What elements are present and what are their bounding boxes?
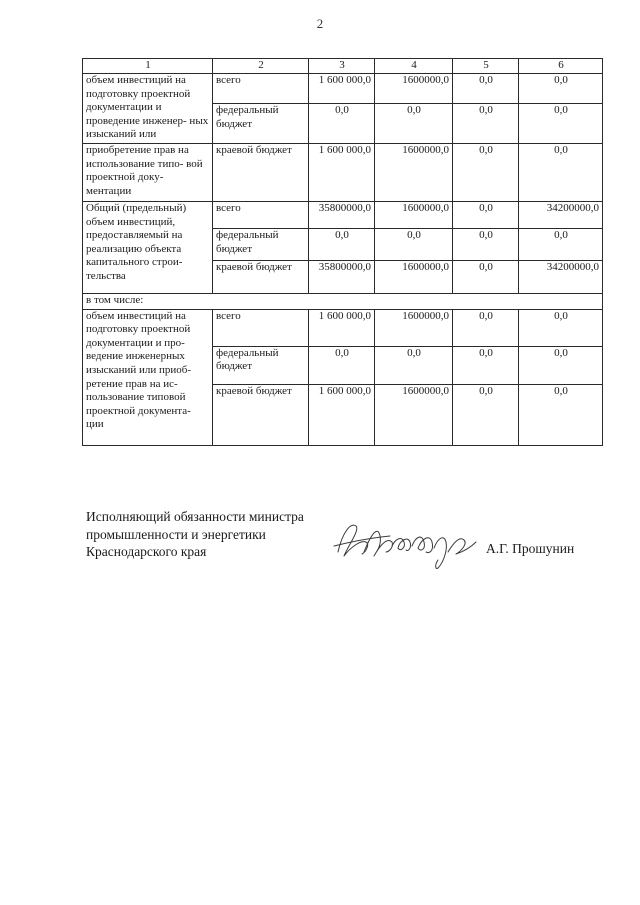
header-cell: 6 <box>519 59 603 74</box>
row-description: объем инвестиций на подготовку проектной документации и проведение инженер- ных изысканий или <box>83 74 213 144</box>
row-description: приобретение прав на использование типо- вой проектной доку- ментации <box>83 144 213 202</box>
value-cell: 1 600 000,0 <box>309 144 375 202</box>
row-category: федеральный бюджет <box>213 346 309 384</box>
value-cell: 0,0 <box>375 346 453 384</box>
table-row <box>83 309 603 346</box>
header-cell: 1 <box>83 59 213 74</box>
value-cell: 1 600 000,0 <box>309 74 375 104</box>
value-cell: 1 600 000,0 <box>309 384 375 445</box>
value-cell: 0,0 <box>453 384 519 445</box>
page-number: 2 <box>316 16 324 31</box>
value-cell: 0,0 <box>375 104 453 144</box>
value-cell: 0,0 <box>519 74 603 104</box>
value-cell: 0,0 <box>519 144 603 202</box>
value-cell: 0,0 <box>453 261 519 294</box>
value-cell: 34200000,0 <box>519 202 603 229</box>
row-description: Общий (предельный) объем инвестиций, предоставляемый на реализацию объекта капитального строи- тельства <box>83 202 213 294</box>
table-row <box>83 144 603 202</box>
signatory-title <box>86 508 304 561</box>
table-row <box>83 202 603 229</box>
value-cell: 35800000,0 <box>309 261 375 294</box>
row-description: объем инвестиций на подготовку проектной документации и про- ведение инженерных изысканий или приоб- ретение прав на ис- пользование типовой проектной документа- ции <box>83 309 213 445</box>
signatory-title-line: промышленности и энергетики <box>86 526 266 542</box>
value-cell: 1600000,0 <box>375 144 453 202</box>
row-category: краевой бюджет <box>213 144 309 202</box>
value-cell: 0,0 <box>453 229 519 261</box>
row-category: всего <box>213 202 309 229</box>
value-cell: 0,0 <box>453 144 519 202</box>
investment-table <box>82 58 603 446</box>
value-cell: 0,0 <box>309 346 375 384</box>
signatory-title-line: Краснодарского края <box>86 544 207 559</box>
value-cell: 1 600 000,0 <box>309 309 375 346</box>
value-cell: 1600000,0 <box>375 384 453 445</box>
row-category: всего <box>213 74 309 104</box>
row-category: федеральный бюджет <box>213 229 309 261</box>
value-cell: 0,0 <box>309 104 375 144</box>
value-cell: 0,0 <box>375 229 453 261</box>
value-cell: 35800000,0 <box>309 202 375 229</box>
value-cell: 1600000,0 <box>375 261 453 294</box>
value-cell: 0,0 <box>519 309 603 346</box>
value-cell: 1600000,0 <box>375 309 453 346</box>
row-category: федеральный бюджет <box>213 104 309 144</box>
header-cell: 2 <box>213 59 309 74</box>
value-cell: 0,0 <box>519 346 603 384</box>
value-cell: 0,0 <box>309 229 375 261</box>
handwritten-signature <box>330 512 480 572</box>
value-cell: 0,0 <box>453 202 519 229</box>
value-cell: 0,0 <box>519 229 603 261</box>
table-row <box>83 74 603 104</box>
value-cell: 0,0 <box>519 104 603 144</box>
value-cell: 0,0 <box>519 384 603 445</box>
value-cell: 0,0 <box>453 346 519 384</box>
table-header-row <box>83 59 603 74</box>
signatory-title-line: Исполняющий обязанности министра <box>86 509 304 524</box>
value-cell: 1600000,0 <box>375 202 453 229</box>
value-cell: 0,0 <box>453 104 519 144</box>
header-cell: 5 <box>453 59 519 74</box>
row-category: краевой бюджет <box>213 384 309 445</box>
header-cell: 4 <box>375 59 453 74</box>
value-cell: 0,0 <box>453 74 519 104</box>
section-label: в том числе: <box>83 294 603 310</box>
value-cell: 1600000,0 <box>375 74 453 104</box>
table-row <box>83 294 603 310</box>
header-cell: 3 <box>309 59 375 74</box>
value-cell: 0,0 <box>453 309 519 346</box>
value-cell: 34200000,0 <box>519 261 603 294</box>
row-category: всего <box>213 309 309 346</box>
row-category: краевой бюджет <box>213 261 309 294</box>
signatory-name: А.Г. Прошунин <box>486 541 575 556</box>
